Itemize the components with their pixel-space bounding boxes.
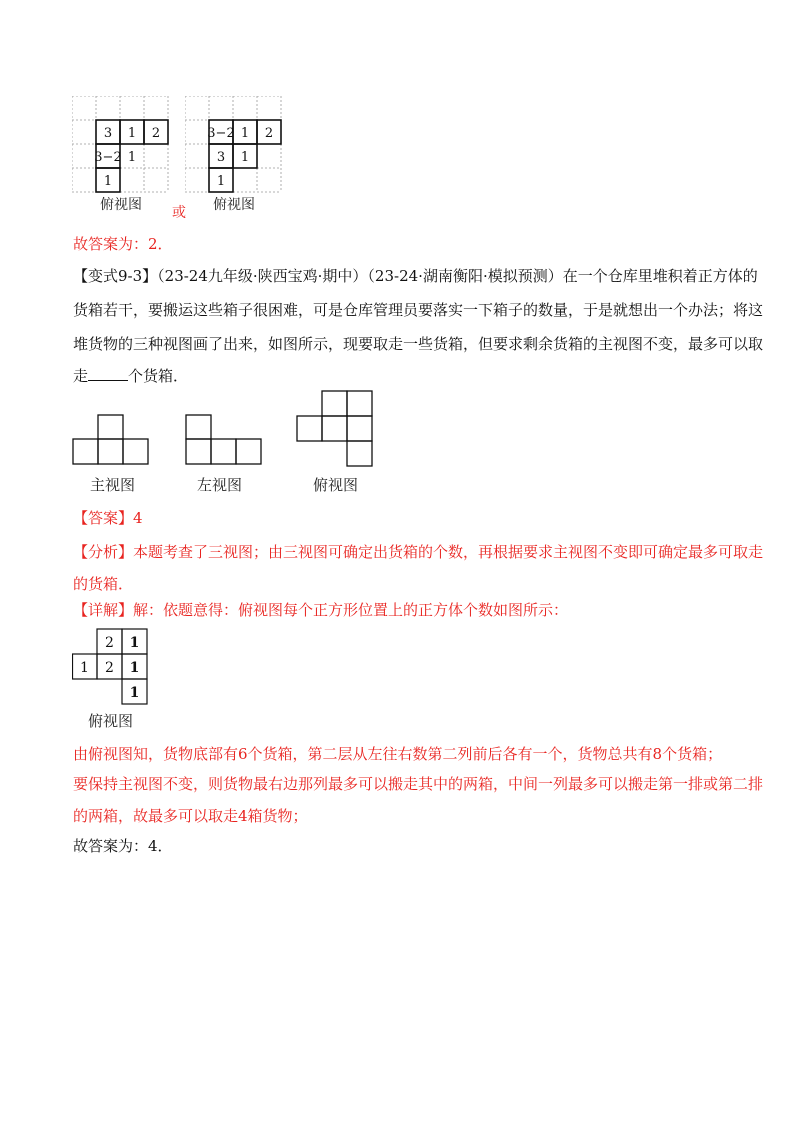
final-answer: 故答案为：4． [73,837,173,855]
problem-tag: 【变式9-3】 [73,267,158,285]
grid-cell-label: 1 [240,126,250,141]
grid-cell-label: 1 [127,126,137,141]
grid-cell-label: 1 [216,174,226,189]
problem-line-4 [73,366,188,386]
grid-cell-label: 3−2 [207,126,235,141]
detail-text: 解：依题意得：俯视图每个正方形位置上的正方体个数如图所示： [133,601,569,619]
answer-line [73,508,143,528]
detail-grid-number: 1 [129,685,140,701]
grid-cell-label: 1 [103,174,113,189]
top-view-grid-right [185,96,285,194]
grid-cell-label: 2 [151,126,161,141]
problem-text-1: （23-24九年级·陕西宝鸡·期中）（23-24·湖南衡阳·模拟预测）在一个仓库里堆积着正方体的 [157,267,758,285]
answer-value: 4 [133,509,143,527]
answer-blank [88,366,128,381]
problem-line-1 [73,266,758,286]
problem-text-4a: 走 [73,367,89,385]
detail-grid-number: 2 [105,660,114,676]
left-view-figure [185,414,265,466]
detail-tag: 【详解】 [73,601,134,619]
top-view-caption-left: 俯视图 [100,197,142,213]
explanation-line-2: 要保持主视图不变，则货物最右边那列最多可以搬走其中的两箱，中间一列最多可以搬走第一排或第二排 [73,775,764,793]
analysis-line-1 [73,542,763,562]
grid-cell-label: 3−2 [94,150,122,165]
front-view-caption: 主视图 [90,476,136,494]
grid-cell-label: 1 [240,150,250,165]
answer-tag: 【答案】 [73,509,134,527]
analysis-text-1: 本题考查了三视图；由三视图可确定出货箱的个数，再根据要求主视图不变即可确定最多可取走 [133,543,764,561]
problem-text-4b: 个货箱． [128,367,189,385]
top-view-caption-right: 俯视图 [213,197,255,213]
grid-cell-label: 3 [216,150,226,165]
grid-cell-label: 3 [103,126,113,141]
detail-grid-caption: 俯视图 [88,712,134,730]
detail-line [73,600,568,620]
grid-cell-label: 2 [264,126,274,141]
front-view-figure [72,414,152,466]
grid-cell-label: 1 [127,150,137,165]
detail-top-view-grid [72,628,152,706]
top-view-grid-left [72,96,172,194]
top-view-figure [296,390,376,468]
explanation-line-3: 的两箱，故最多可以取走4箱货物； [73,807,308,825]
detail-grid-number: 1 [129,635,140,651]
analysis-tag: 【分析】 [73,543,134,561]
analysis-line-2: 的货箱． [73,575,134,593]
detail-grid-number: 1 [129,660,140,676]
explanation-line-1: 由俯视图知，货物底部有6个货箱，第二层从左往右数第二列前后各有一个，货物总共有8个货箱； [73,745,723,763]
detail-grid-number: 1 [80,660,89,676]
problem-line-3: 堆货物的三种视图画了出来，如图所示，现要取走一些货箱，但要求剩余货箱的主视图不变，最多可以取 [73,335,764,353]
problem-line-2: 货箱若干，要搬运这些箱子很困难，可是仓库管理员要落实一下箱子的数量，于是就想出一个办法；将这 [73,301,764,319]
left-view-caption: 左视图 [197,476,243,494]
previous-answer: 故答案为：2． [73,235,173,253]
top-view-caption: 俯视图 [313,476,359,494]
or-label: 或 [172,205,186,221]
detail-grid-number: 2 [105,635,114,651]
